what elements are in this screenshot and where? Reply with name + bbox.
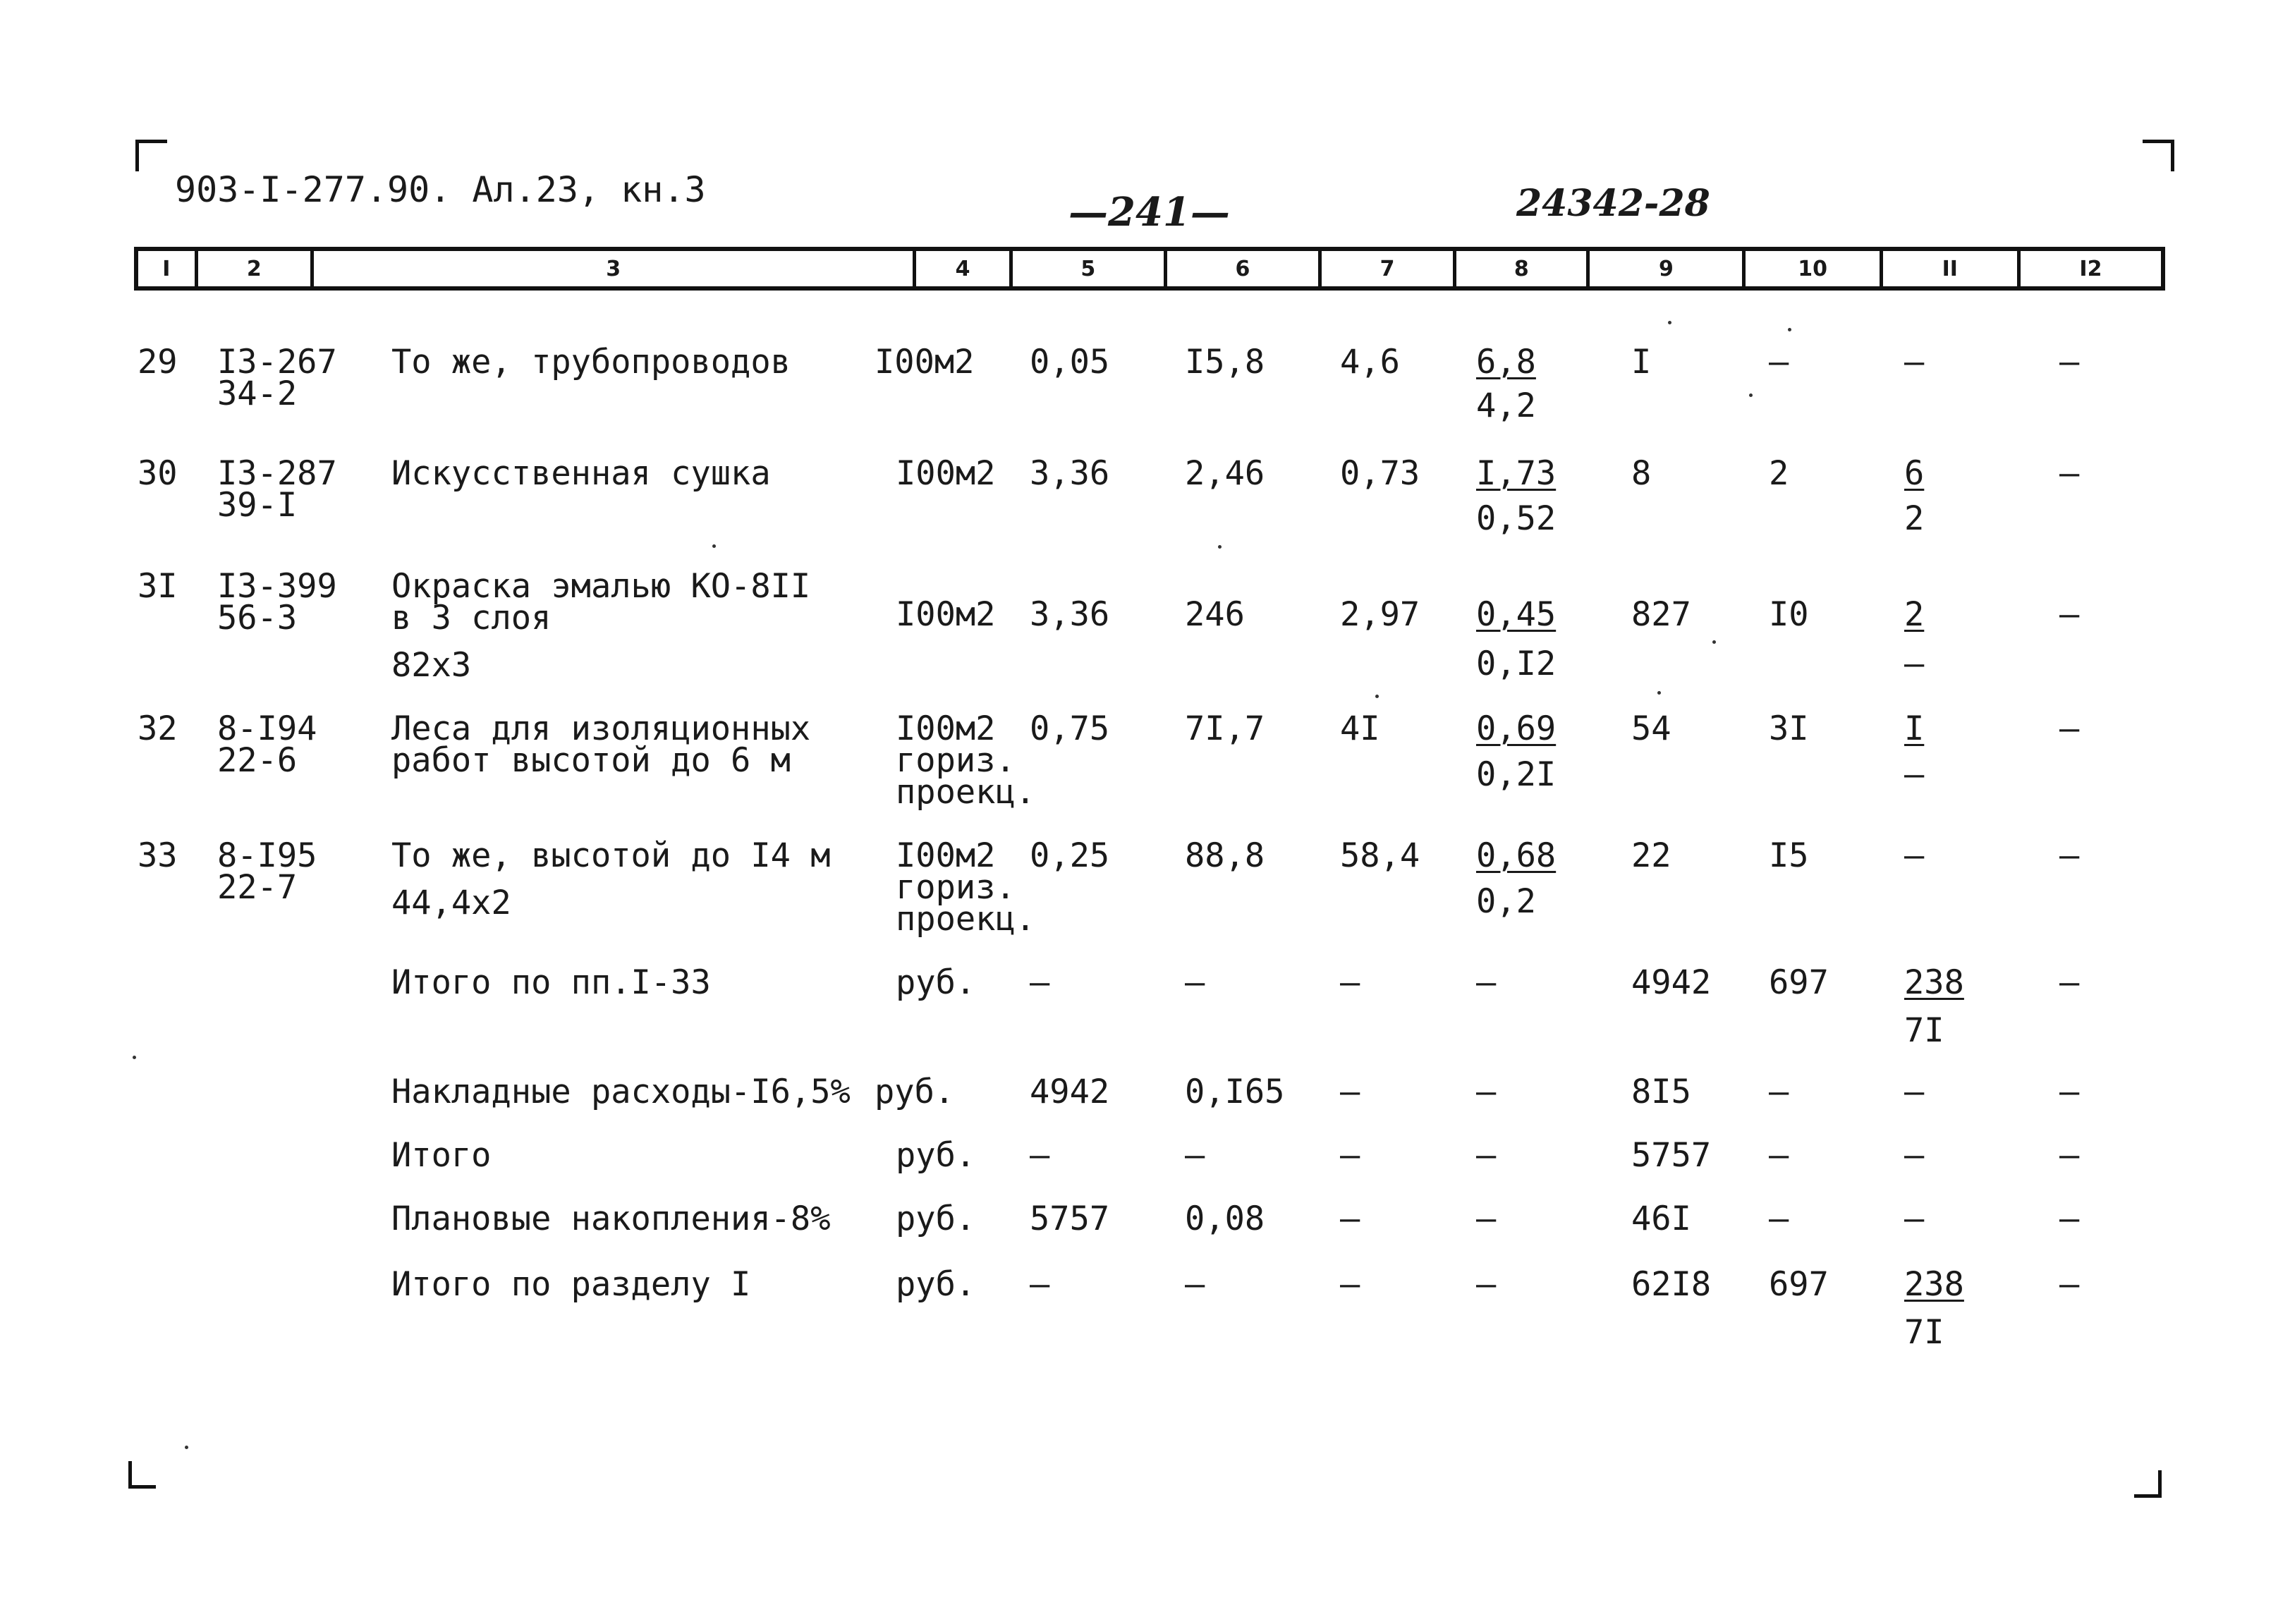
unit: I00м2 bbox=[896, 595, 996, 634]
quantity: 0,25 bbox=[1030, 836, 1110, 875]
corner-mark-bottom-left bbox=[128, 1461, 156, 1489]
unit-price: 246 bbox=[1185, 595, 1245, 634]
corner-mark-top-right bbox=[2143, 140, 2174, 171]
total-col11-top: 238 bbox=[1904, 963, 1964, 1002]
scan-speck bbox=[1218, 545, 1222, 549]
column-header: 10 bbox=[1746, 251, 1882, 286]
unit: проекц. bbox=[896, 900, 1036, 939]
norm-code: 39-I bbox=[217, 486, 298, 525]
page-number: —241— bbox=[1068, 189, 1230, 236]
total-col6: – bbox=[1185, 1265, 1205, 1304]
work-name: То же, высотой до I4 м bbox=[391, 836, 831, 875]
column-header: I bbox=[138, 251, 198, 286]
unit: I00м2 bbox=[875, 343, 975, 381]
column-header: 9 bbox=[1590, 251, 1746, 286]
row-number: 29 bbox=[138, 343, 178, 381]
total-label: Плановые накопления-8% bbox=[391, 1199, 831, 1238]
total-col6: – bbox=[1185, 963, 1205, 1002]
col10-value: 2 bbox=[1769, 454, 1789, 493]
total-col5: 4942 bbox=[1030, 1073, 1110, 1111]
column-header: 3 bbox=[314, 251, 916, 286]
total-unit: руб. bbox=[896, 1199, 976, 1238]
norm-code: I3-267 bbox=[217, 343, 337, 381]
unit-price: 7I,7 bbox=[1185, 709, 1265, 748]
scan-speck bbox=[1657, 691, 1661, 695]
col12-value: – bbox=[2059, 709, 2080, 748]
unit: гориз. bbox=[896, 741, 1016, 780]
norm-code: 22-7 bbox=[217, 868, 298, 907]
col9-value: 8 bbox=[1631, 454, 1652, 493]
col9-value: 54 bbox=[1631, 709, 1671, 748]
total-col12: – bbox=[2059, 1073, 2080, 1111]
total-unit: руб. bbox=[896, 1136, 976, 1175]
quantity: 3,36 bbox=[1030, 454, 1110, 493]
total-label: Итого bbox=[391, 1136, 492, 1175]
col7-value: 2,97 bbox=[1340, 595, 1420, 634]
total-col10: – bbox=[1769, 1199, 1789, 1238]
row-number: 3I bbox=[138, 567, 178, 606]
total-col8: – bbox=[1476, 1073, 1497, 1111]
unit-price: I5,8 bbox=[1185, 343, 1265, 381]
total-col10: – bbox=[1769, 1136, 1789, 1175]
total-col7: – bbox=[1340, 963, 1360, 1002]
col9-value: I bbox=[1631, 343, 1652, 381]
total-col9: 46I bbox=[1631, 1199, 1691, 1238]
total-col9: 5757 bbox=[1631, 1136, 1712, 1175]
col7-value: 4,6 bbox=[1340, 343, 1400, 381]
total-col6: 0,I65 bbox=[1185, 1073, 1285, 1111]
total-col8: – bbox=[1476, 1199, 1497, 1238]
col8-bottom: 0,2I bbox=[1476, 755, 1557, 794]
total-col11-top: – bbox=[1904, 1136, 1925, 1175]
total-col7: – bbox=[1340, 1136, 1360, 1175]
document-code: 903-I-277.90. Ал.23, кн.3 bbox=[175, 169, 706, 210]
col10-value: 3I bbox=[1769, 709, 1809, 748]
col8-top: 0,68 bbox=[1476, 836, 1557, 875]
total-col9: 4942 bbox=[1631, 963, 1712, 1002]
col11-top: I bbox=[1904, 709, 1925, 748]
unit-price: 88,8 bbox=[1185, 836, 1265, 875]
work-name: работ высотой до 6 м bbox=[391, 741, 791, 780]
col11-bottom: – bbox=[1904, 645, 1925, 683]
total-col5: 5757 bbox=[1030, 1199, 1110, 1238]
col7-value: 58,4 bbox=[1340, 836, 1420, 875]
col11-top: 6 bbox=[1904, 454, 1925, 493]
col9-value: 22 bbox=[1631, 836, 1671, 875]
col11-top: – bbox=[1904, 343, 1925, 381]
row-number: 32 bbox=[138, 709, 178, 748]
col9-value: 827 bbox=[1631, 595, 1691, 634]
column-header: 2 bbox=[198, 251, 314, 286]
norm-code: 8-I95 bbox=[217, 836, 317, 875]
total-col11-top: – bbox=[1904, 1073, 1925, 1111]
norm-code: 56-3 bbox=[217, 599, 298, 637]
col12-value: – bbox=[2059, 595, 2080, 634]
work-name: в 3 слоя bbox=[391, 599, 552, 637]
work-name-formula: 44,4х2 bbox=[391, 884, 511, 922]
col7-value: 0,73 bbox=[1340, 454, 1420, 493]
norm-code: I3-399 bbox=[217, 567, 337, 606]
column-header: I2 bbox=[2079, 256, 2102, 281]
unit: I00м2 bbox=[896, 709, 996, 748]
col7-value: 4I bbox=[1340, 709, 1380, 748]
total-col11-top: 238 bbox=[1904, 1265, 1964, 1304]
total-unit: руб. bbox=[896, 1265, 976, 1304]
column-header: 5 bbox=[1013, 251, 1167, 286]
row-number: 33 bbox=[138, 836, 178, 875]
total-label: Итого по разделу I bbox=[391, 1265, 751, 1304]
corner-mark-top-left bbox=[135, 140, 167, 171]
unit-price: 2,46 bbox=[1185, 454, 1265, 493]
quantity: 0,75 bbox=[1030, 709, 1110, 748]
total-col5: – bbox=[1030, 1136, 1050, 1175]
total-col8: – bbox=[1476, 1265, 1497, 1304]
total-label: Накладные расходы-I6,5% bbox=[391, 1073, 851, 1111]
total-col6: 0,08 bbox=[1185, 1199, 1265, 1238]
scan-speck bbox=[1788, 328, 1791, 331]
scan-speck bbox=[185, 1446, 188, 1449]
norm-code: 8-I94 bbox=[217, 709, 317, 748]
total-col8: – bbox=[1476, 1136, 1497, 1175]
col8-bottom: 0,52 bbox=[1476, 499, 1557, 538]
scan-speck bbox=[1749, 393, 1753, 397]
total-col10: 697 bbox=[1769, 963, 1829, 1002]
quantity: 0,05 bbox=[1030, 343, 1110, 381]
total-col9: 8I5 bbox=[1631, 1073, 1691, 1111]
scan-speck bbox=[133, 1056, 136, 1059]
total-col7: – bbox=[1340, 1073, 1360, 1111]
total-col12: – bbox=[2059, 1265, 2080, 1304]
total-col12: – bbox=[2059, 1199, 2080, 1238]
total-col5: – bbox=[1030, 963, 1050, 1002]
total-col5: – bbox=[1030, 1265, 1050, 1304]
row-number: 30 bbox=[138, 454, 178, 493]
norm-code: 34-2 bbox=[217, 374, 298, 413]
total-col7: – bbox=[1340, 1265, 1360, 1304]
col10-value: I5 bbox=[1769, 836, 1809, 875]
total-col12: – bbox=[2059, 963, 2080, 1002]
col11-bottom: – bbox=[1904, 755, 1925, 794]
total-col8: – bbox=[1476, 963, 1497, 1002]
col12-value: – bbox=[2059, 454, 2080, 493]
scan-speck bbox=[712, 544, 716, 548]
column-header: 7 bbox=[1322, 251, 1456, 286]
corner-mark-bottom-right bbox=[2134, 1470, 2162, 1498]
norm-code: 22-6 bbox=[217, 741, 298, 780]
total-col10: – bbox=[1769, 1073, 1789, 1111]
total-unit: руб. bbox=[875, 1073, 955, 1111]
work-name: Окраска эмалью КО-8II bbox=[391, 567, 811, 606]
col10-value: I0 bbox=[1769, 595, 1809, 634]
scan-speck bbox=[1712, 640, 1716, 644]
col12-value: – bbox=[2059, 343, 2080, 381]
col8-top: 0,45 bbox=[1476, 595, 1557, 634]
work-name: То же, трубопроводов bbox=[391, 343, 791, 381]
work-name: Леса для изоляционных bbox=[391, 709, 811, 748]
column-header-strip bbox=[134, 247, 2165, 291]
work-name: Искусственная сушка bbox=[391, 454, 771, 493]
scan-speck bbox=[1375, 695, 1379, 698]
total-col11-bottom: 7I bbox=[1904, 1011, 1944, 1050]
col8-bottom: 4,2 bbox=[1476, 386, 1536, 425]
scan-speck bbox=[1668, 321, 1671, 324]
col8-top: 0,69 bbox=[1476, 709, 1557, 748]
total-col11-top: – bbox=[1904, 1199, 1925, 1238]
column-header: II bbox=[1883, 251, 2021, 286]
column-header: 4 bbox=[916, 251, 1012, 286]
archive-number: 24342-28 bbox=[1516, 182, 1710, 225]
column-header: 8 bbox=[1456, 251, 1590, 286]
col8-top: I,73 bbox=[1476, 454, 1557, 493]
norm-code: I3-287 bbox=[217, 454, 337, 493]
unit: гориз. bbox=[896, 868, 1016, 907]
unit: I00м2 bbox=[896, 836, 996, 875]
work-name-formula: 82х3 bbox=[391, 646, 472, 685]
total-unit: руб. bbox=[896, 963, 976, 1002]
quantity: 3,36 bbox=[1030, 595, 1110, 634]
total-col10: 697 bbox=[1769, 1265, 1829, 1304]
col11-top: 2 bbox=[1904, 595, 1925, 634]
col8-bottom: 0,I2 bbox=[1476, 645, 1557, 683]
total-col9: 62I8 bbox=[1631, 1265, 1712, 1304]
total-col7: – bbox=[1340, 1199, 1360, 1238]
total-col11-bottom: 7I bbox=[1904, 1313, 1944, 1352]
col8-bottom: 0,2 bbox=[1476, 882, 1536, 921]
col8-top: 6,8 bbox=[1476, 343, 1536, 381]
unit: I00м2 bbox=[896, 454, 996, 493]
total-label: Итого по пп.I-33 bbox=[391, 963, 711, 1002]
col12-value: – bbox=[2059, 836, 2080, 875]
col11-top: – bbox=[1904, 836, 1925, 875]
unit: проекц. bbox=[896, 773, 1036, 812]
col11-bottom: 2 bbox=[1904, 499, 1925, 538]
total-col12: – bbox=[2059, 1136, 2080, 1175]
total-col6: – bbox=[1185, 1136, 1205, 1175]
col10-value: – bbox=[1769, 343, 1789, 381]
column-header: 6 bbox=[1167, 251, 1322, 286]
